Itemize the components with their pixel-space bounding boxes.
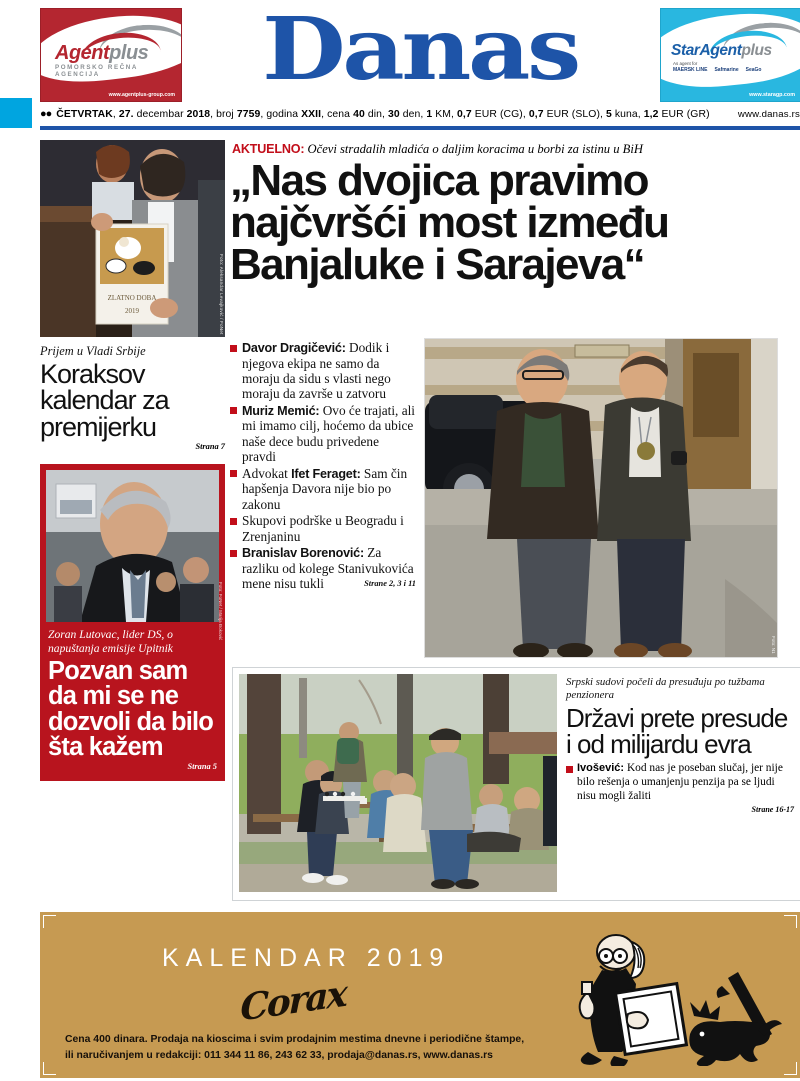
bullet-text-skupovi: Skupovi podrške u Beogradu i Zrenjaninu xyxy=(242,513,404,544)
svg-text:ZLATNO DOBA: ZLATNO DOBA xyxy=(107,294,157,302)
pageref-koraksov: Strana 7 xyxy=(195,442,225,452)
price-gr: 1,2 xyxy=(643,108,659,120)
crop-mark-bottom-left xyxy=(43,1062,56,1075)
agentplus-wordmark xyxy=(55,42,148,65)
front-page-body xyxy=(0,132,800,1081)
photo-premijerka-svg xyxy=(40,140,225,337)
price-slo: 0,7 xyxy=(528,108,544,120)
list-item[interactable] xyxy=(230,466,416,512)
masthead-blue-rule xyxy=(40,126,800,130)
ad-fineprint xyxy=(65,1032,524,1064)
masthead xyxy=(0,0,800,100)
bullet-name-borenovic: Branislav Borenović: xyxy=(242,546,364,560)
headline-lutovac[interactable]: Pozvan sam da mi se ne dozvoli da bilo šta kažem xyxy=(48,656,214,762)
bullet-text-dragicevic: Dodik i njegova ekipa ne samo da moraju da sidu s vlasti nego moraju da završe u zatvoru xyxy=(242,340,391,402)
list-item[interactable] xyxy=(230,340,416,402)
photo-penzioneri-svg xyxy=(239,674,557,892)
red-story-box-lutovac xyxy=(40,464,225,780)
newspaper-nameplate xyxy=(185,0,655,100)
dateline-issue: 7759 xyxy=(236,108,261,120)
bullet-name-memic: Muriz Memić: xyxy=(242,403,320,418)
dateline-day: ČETVRTAK xyxy=(56,108,113,120)
kicker-penzioneri: Srpski sudovi počeli da presuđuju po tužbama penzionera xyxy=(566,676,765,702)
cyan-corner-marker xyxy=(0,98,32,128)
agentplus-word-agent: Agent xyxy=(55,42,110,64)
photo-credit-premijerka: Foto: Aleksandar Levajković / FoNet xyxy=(219,254,224,335)
dateline-text: ČETVRTAK, 27. decembar 2018, broj 7759, godina XXII, cena 40 din, 30 den, 1 KM, 0,7 EUR (CG), 0,7 EUR (SLO), 5 kuna, 1,2 EUR (GR) xyxy=(56,108,710,120)
lead-headline[interactable]: „Nas dvojica pravimo najčvršći most između Banjaluke i Sarajeva“ xyxy=(230,156,669,290)
dateline-year: 2018 xyxy=(186,108,211,120)
bullet-name-ivosevic: Ivošević: xyxy=(577,762,625,775)
staragentplus-url[interactable]: www.staragp.com xyxy=(749,92,795,98)
partner-logo-maersk: MAERSK LINE xyxy=(673,67,708,73)
photo-credit-lutovac: Foto: FoNet / Marija Đoković xyxy=(218,582,223,641)
price-cg: 0,7 xyxy=(456,108,472,120)
bullet-text-borenovic: Za razliku od kolege Stanivukovića mene nisu tukli xyxy=(242,545,414,592)
crop-mark-top-right xyxy=(784,915,797,928)
staragentplus-wordmark xyxy=(671,42,772,60)
bullet-text-memic: Ovo će trajati, ali mi imamo cilj, hoćemo da ubice naše dece budu privedene pravdi xyxy=(242,402,415,465)
list-item[interactable] xyxy=(230,545,416,591)
corax-cartoon-icon xyxy=(544,930,784,1066)
agentplus-tagline: POMORSKO REČNA AGENCIJA xyxy=(55,64,138,78)
photo-ocevi-stradalih xyxy=(424,338,778,658)
kicker-lutovac: Zoran Lutovac, lider DS, o napuštanja emisije Upitnik xyxy=(48,628,173,656)
staragentplus-agent-for: As agent for xyxy=(673,61,698,66)
dateline-date: 27. xyxy=(118,108,134,120)
nameplate-title: Danas xyxy=(262,0,578,100)
ad-fineprint-line1: Cena 400 dinara. Prodaja na kioscima i svim prodajnim mestima dnevne i periodične štampe, xyxy=(65,1033,525,1045)
ad-kalendar-2019[interactable] xyxy=(40,912,800,1078)
price-km: 1 xyxy=(426,108,433,120)
lead-bullet-list xyxy=(230,340,416,592)
price-din: 40 xyxy=(353,108,365,120)
lead-kicker-text: Očevi stradalih mladića o daljim koracima u borbi za istinu u BiH xyxy=(304,142,643,156)
left-column xyxy=(40,140,225,781)
agentplus-url[interactable]: www.agentplus-group.com xyxy=(108,92,175,98)
bottom-story-band xyxy=(232,667,800,901)
crop-mark-top-left xyxy=(43,915,56,928)
corax-signature: Corax xyxy=(240,972,347,1030)
partner-logo-seago: SeaGo xyxy=(745,67,762,73)
staragentplus-word-star: StarAgent xyxy=(671,42,742,59)
staragentplus-word-plus: plus xyxy=(741,42,772,59)
svg-text:2019: 2019 xyxy=(125,307,139,315)
dateline-volume: XXII xyxy=(301,108,322,120)
staragentplus-partner-logos xyxy=(673,67,761,73)
price-kuna: 5 xyxy=(605,108,612,120)
photo-lutovac xyxy=(46,470,219,622)
dateline-bar xyxy=(40,104,800,124)
pageref-lutovac: Strana 5 xyxy=(187,761,217,771)
ad-banner-staragentplus[interactable] xyxy=(660,8,800,102)
masthead-website-link[interactable]: www.danas.rs xyxy=(737,108,800,120)
photo-premijerka-kalendar xyxy=(40,140,225,337)
agentplus-word-plus: plus xyxy=(109,42,149,64)
headline-penzioneri[interactable]: Državi prete presude i od milijardu evra xyxy=(566,703,788,760)
headline-koraksov[interactable]: Koraksov kalendar za premijerku xyxy=(40,359,169,442)
photo-lutovac-svg xyxy=(46,470,219,622)
bullet-prefix-advokat: Advokat xyxy=(242,465,292,481)
lead-kicker-label: AKTUELNO: xyxy=(232,142,305,156)
photo-credit-ocevi: Foto: N1 xyxy=(771,636,776,654)
list-item[interactable] xyxy=(230,513,416,544)
photo-ocevi-svg xyxy=(425,339,777,657)
bullet-ivosevic[interactable] xyxy=(566,762,794,803)
ad-title-kalendar: KALENDAR 2019 xyxy=(162,944,451,972)
dateline-dots: ●● xyxy=(40,108,52,120)
bullet-name-dragicevic: Davor Dragičević: xyxy=(242,341,346,355)
lead-kicker xyxy=(232,142,800,157)
bottom-story-text xyxy=(566,676,794,814)
photo-penzioneri-park xyxy=(239,674,557,892)
price-den: 30 xyxy=(387,108,400,120)
pageref-penzioneri: Strane 16-17 xyxy=(751,805,794,815)
crop-mark-bottom-right xyxy=(784,1062,797,1075)
bullet-text-feraget: Sam čin hapšenja Davora nije bio po zakonu xyxy=(242,465,408,512)
list-item[interactable] xyxy=(230,403,416,465)
bullet-text-ivosevic: Kod nas je poseban slučaj, jer nije bilo rešenja o umanjenju penzija pa se ljudi nisu mogli žaliti xyxy=(577,762,783,802)
kicker-koraksov: Prijem u Vladi Srbije xyxy=(40,344,146,358)
ad-fineprint-line2: ili naručivanjem u redakciji: 011 344 11 86, 243 62 33, prodaja@danas.rs, www.danas.rs xyxy=(65,1049,493,1061)
bullet-name-feraget: Ifet Feraget: xyxy=(291,466,361,481)
pageref-lead: Strane 2, 3 i 11 xyxy=(364,579,416,589)
partner-logo-safmarine: Safmarine xyxy=(714,67,739,73)
